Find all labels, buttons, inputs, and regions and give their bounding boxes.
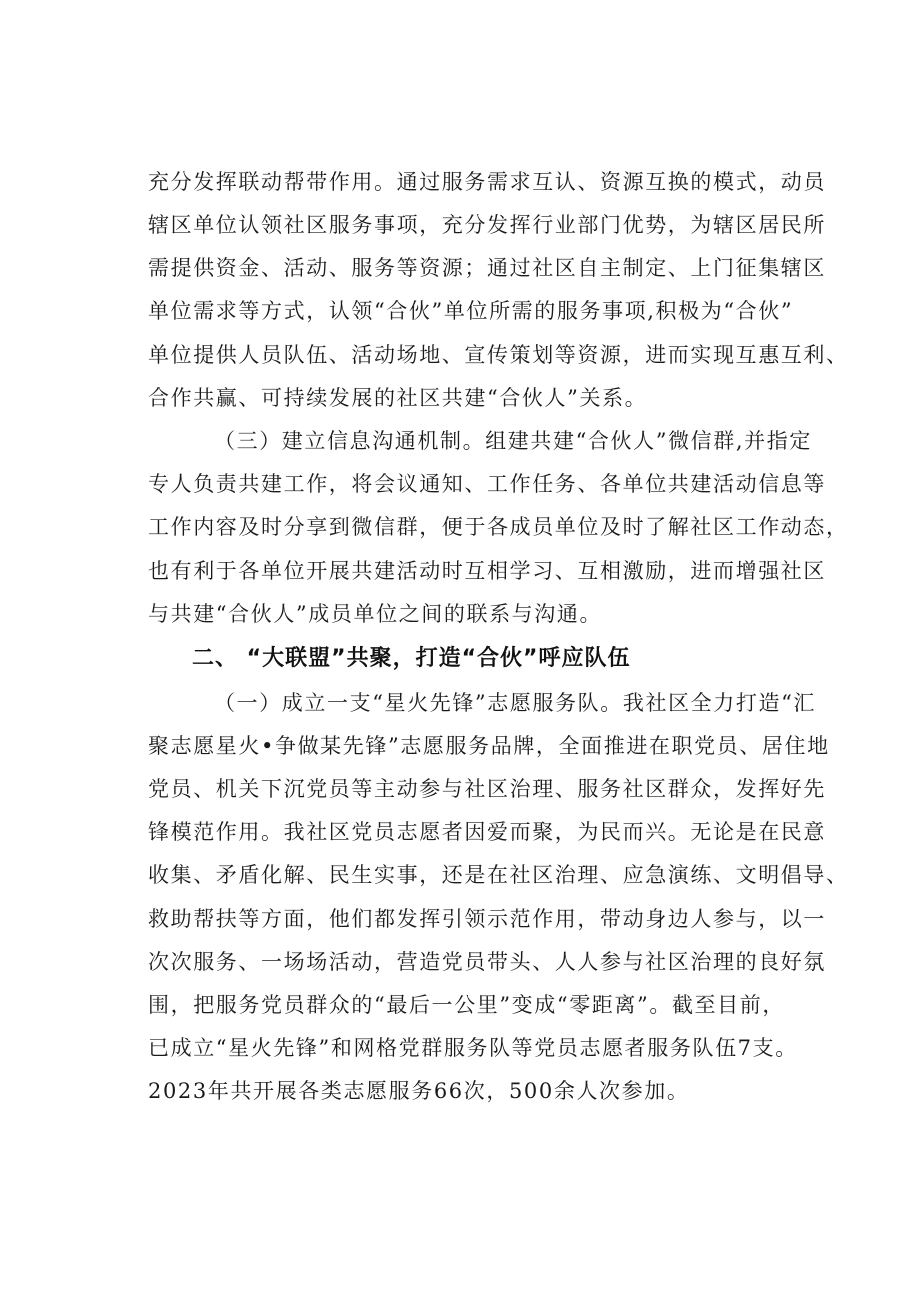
paragraph-line: 聚志愿星火•争做某先锋”志愿服务品牌，全面推进在职党员、居住地	[148, 734, 830, 758]
paragraph-line: 与共建“合伙人”成员单位之间的联系与沟通。	[148, 602, 603, 626]
paragraph-line: 党员、机关下沉党员等主动参与社区治理、服务社区群众，发挥好先	[148, 777, 826, 801]
paragraph-line: 充分发挥联动帮带作用。通过服务需求互认、资源互换的模式，动员	[148, 170, 826, 194]
paragraph-line: 工作内容及时分享到微信群，便于各成员单位及时了解社区工作动态，	[148, 515, 849, 539]
paragraph-line: 2023年共开展各类志愿服务66次，500余人次参加。	[148, 1079, 690, 1103]
paragraph-line: 锋模范作用。我社区党员志愿者因爱而聚，为民而兴。无论是在民意	[148, 820, 826, 844]
paragraph-line: 次次服务、一场场活动，营造党员带头、人人参与社区治理的良好氛	[148, 950, 826, 974]
paragraph-line: 也有利于各单位开展共建活动时互相学习、互相激励，进而增强社区	[148, 559, 826, 583]
paragraph-line: 收集、矛盾化解、民生实事，还是在社区治理、应急演练、文明倡导、	[148, 863, 849, 887]
paragraph-line: 需提供资金、活动、服务等资源；通过社区自主制定、上门征集辖区	[148, 256, 826, 280]
section-heading: 二、 “大联盟”共聚，打造“合伙”呼应队伍	[192, 646, 631, 671]
paragraph-line: 已成立“星火先锋”和网格党群服务队等党员志愿者服务队伍7支。	[148, 1036, 798, 1060]
paragraph-line: （三）建立信息沟通机制。组建共建“合伙人”微信群,并指定	[214, 429, 812, 453]
paragraph-line: 单位提供人员队伍、活动场地、宣传策划等资源，进而实现互惠互利、	[148, 343, 849, 367]
paragraph-line: 合作共赢、可持续发展的社区共建“合伙人”关系。	[148, 386, 648, 410]
paragraph-line: 专人负责共建工作，将会议通知、工作任务、各单位共建活动信息等	[148, 472, 826, 496]
paragraph-line: 辖区单位认领社区服务事项，充分发挥行业部门优势，为辖区居民所	[148, 213, 826, 237]
paragraph-line: 围，把服务党员群众的“最后一公里”变成“零距离”。截至目前，	[148, 993, 785, 1017]
paragraph-line: （一）成立一支“星火先锋”志愿服务队。我社区全力打造“汇	[214, 691, 817, 715]
paragraph-line: 救助帮扶等方面，他们都发挥引领示范作用，带动身边人参与，以一	[148, 907, 826, 931]
paragraph-line: 单位需求等方式，认领“合伙”单位所需的服务事项,积极为“合伙”	[148, 299, 794, 323]
